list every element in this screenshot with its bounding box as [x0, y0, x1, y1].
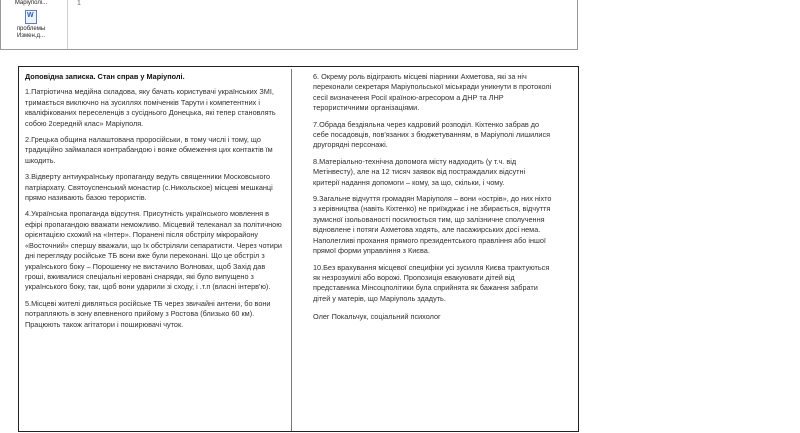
paragraph: 10.Без врахування місцевої специфіки усі зусилля Києва трактуються як незрозумілі або ворожі. Пропозиція евакуювати дітей від представника Мінсоцполітики була сприйнята як бажання забрати дітей у матерів, що Маріуполь здадуть.	[313, 262, 550, 303]
file-label-line2: Измен.д...	[16, 33, 45, 39]
signature: Олег Покальчук, соціальний психолог	[313, 312, 441, 322]
paragraph: 9.Загальне відчуття громадян Маріуполя – вони «острів», до них ніхто з керівництва (навіть Кіхтенко) не приїжджає і не збирається, відчуття зумисної ізольованості посилюється тим, що залізничне сполучення відновлене і потяги Ахметова ходять, але пасажирських досі нема. Наполегливі прохання прямого президентського правління або іншої прямої форми управління з Києва.	[313, 194, 552, 256]
file-label-line1: проблемы	[16, 26, 46, 32]
paragraph: 6. Окрему роль відіграють місцеві піарники Ахметова, які за ніч переконали секретаря Маріупольської міськради уникнути в протоколі сесії визначення Росії країною-агресором а ДНР та ЛНР терористичними організаціями.	[313, 72, 552, 113]
file-item-problems[interactable]	[3, 10, 59, 40]
left-column	[25, 72, 287, 336]
panel-mark: 1	[77, 0, 81, 7]
file-explorer-panel	[0, 0, 578, 50]
paragraph: 4.Українська пропаганда відсутня. Присутність українського мовлення в ефірі пропагандою вважати неможливо. Місцевий телеканал за політичною орієнтацією схожий на «Інтер». Поранені після обстрілу мікрорайону «Восточний» спершу вважали, що їх обстріляли сепаратисти. Через чотири дні перегляду російське ТБ вони вже були переконані. Що це обстріл з українського боку – Порошенку не вистачило Волновах, щоб Захід дав гроші, вживалися спеціальні керовані снаряди, які було випущено з українського боку, так, щоб вони ударили зі сходу, і .т.п (власні інтерв'ю).	[25, 209, 282, 292]
panel-divider	[67, 0, 68, 49]
file-item-mariupol[interactable]	[3, 0, 59, 7]
paragraph: 1.Патріотична медійна складова, яку бачать користувачі українських ЗМІ, тримається виключно на зусиллях поміченків Тарути і компетентних і кваліфікованих переселенців з сусіднього Донецька, які тепер становлять собою 2середній клас» Маріуполя.	[25, 87, 276, 128]
paragraph: 2.Грецька община налаштована проросійськи, в тому числі і тому, що традиційно займалася контрабандою і вояке обмеження цих контактів їм шкодить.	[25, 135, 273, 165]
document-title: Доповідна записка. Стан справ у Маріуполі.	[25, 72, 185, 81]
paragraph: 8.Матеріально-технічна допомога місту надходить (у т.ч. від Метінвесту), але на 12 тисяч заявок від постраждалих відсутні критерії надання допомоги – кому, за що, скільки, і чому.	[313, 156, 526, 187]
word-document-icon	[25, 10, 37, 24]
document-page	[18, 66, 579, 432]
paragraph: 5.Місцеві жителі дивляться російське ТБ через звичайні антени, бо вони потрапляють в зону впевненого прийому з Ростова (близько 60 км). Працюють також агітатори і поширювачі чуток.	[25, 298, 271, 329]
file-label: Маріуполі...	[14, 0, 48, 6]
paragraph: 3.Відверту антиукраїнську пропаганду ведуть священники Московського патріархату. Святоуспенський монастир (с.Никольское) місцеві мешканці прямо називають базою терористів.	[25, 172, 273, 203]
paragraph: 7.Обрада бездіяльна через кадровий розподіл. Кіхтенко забрав до себе посадовців, пов'язаних з бюджетуванням, в Маріуполі лишилися другорядні персонажі.	[313, 119, 551, 150]
column-divider	[291, 69, 292, 431]
